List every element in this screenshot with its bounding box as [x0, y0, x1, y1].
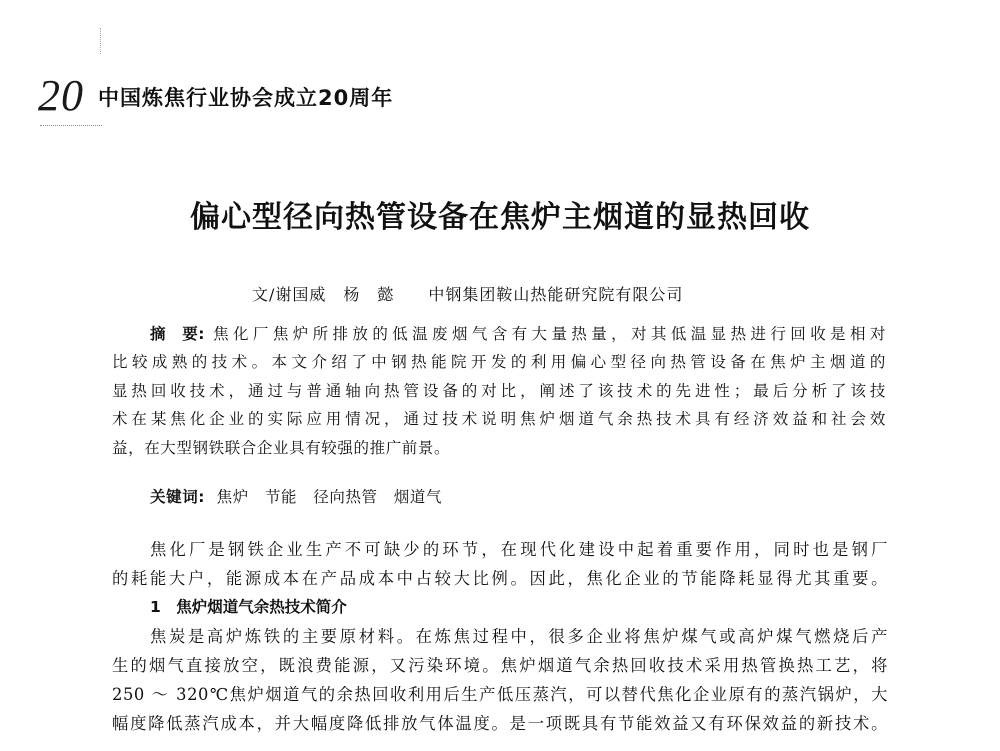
abstract-line [112, 377, 886, 405]
keywords-items: 焦炉 节能 径向热管 烟道气 [216, 488, 443, 506]
body-text [112, 535, 888, 738]
page-edge-marks [100, 28, 102, 54]
body-text-line: 的耗能大户，能源成本在产品成本中占较大比例。因此，焦化企业的节能降耗显得尤其重要。 [112, 569, 888, 588]
abstract-text: 益，在大型钢铁联合企业具有较强的推广前景。 [112, 438, 451, 457]
abstract [112, 320, 886, 462]
header-page-number: 20 [38, 71, 84, 120]
article-authors: 文/谢国威 杨 懿 中钢集团鞍山热能研究院有限公司 [252, 285, 684, 304]
keywords [150, 485, 442, 507]
abstract-text: 焦化厂焦炉所排放的低温废烟气含有大量热量，对其低温显热进行回收是相对 [213, 325, 886, 343]
body-line [112, 680, 888, 709]
section-heading: 1 焦炉烟道气余热技术简介 [150, 598, 347, 616]
abstract-line [112, 320, 886, 348]
article-title: 偏心型径向热管设备在焦炉主烟道的显热回收 [190, 200, 810, 235]
body-text-line: 生的烟气直接放空，既浪费能源，又污染环境。焦炉烟道气余热回收技术采用热管换热工艺，将 [112, 656, 888, 675]
abstract-label: 摘 要: [150, 325, 206, 343]
body-text-line: 焦炭是高炉炼铁的主要原材料。在炼焦过程中，很多企业将焦炉煤气或高炉煤气燃烧后产 [150, 627, 888, 646]
abstract-text: 术在某焦化企业的实际应用情况，通过技术说明焦炉烟道气余热技术具有经济效益和社会效 [112, 410, 886, 429]
body-line [112, 564, 888, 593]
body-text-line: 焦化厂是钢铁企业生产不可缺少的环节，在现代化建设中起着重要作用，同时也是钢厂 [150, 540, 888, 559]
body-text-line: 250 ～ 320℃焦炉烟道气的余热回收利用后生产低压蒸汽，可以替代焦化企业原有的蒸汽锅炉，大 [112, 685, 888, 704]
running-header [38, 71, 394, 120]
abstract-text: 显热回收技术，通过与普通轴向热管设备的对比，阐述了该技术的先进性；最后分析了该技 [112, 381, 886, 400]
body-line [112, 535, 888, 564]
body-text-line: 幅度降低蒸汽成本，并大幅度降低排放气体温度。是一项既具有节能效益又有环保效益的新技术。 [112, 714, 888, 733]
body-line [112, 651, 888, 680]
body-line [112, 622, 888, 651]
keywords-label: 关键词: [150, 488, 206, 506]
header-title: 中国炼焦行业协会成立20周年 [98, 86, 394, 110]
body-line [112, 709, 888, 738]
abstract-line [112, 348, 886, 376]
abstract-text: 比较成熟的技术。本文介绍了中钢热能院开发的利用偏心型径向热管设备在焦炉主烟道的 [112, 353, 886, 372]
abstract-line [112, 434, 886, 462]
header-divider [40, 125, 102, 126]
abstract-line [112, 405, 886, 433]
